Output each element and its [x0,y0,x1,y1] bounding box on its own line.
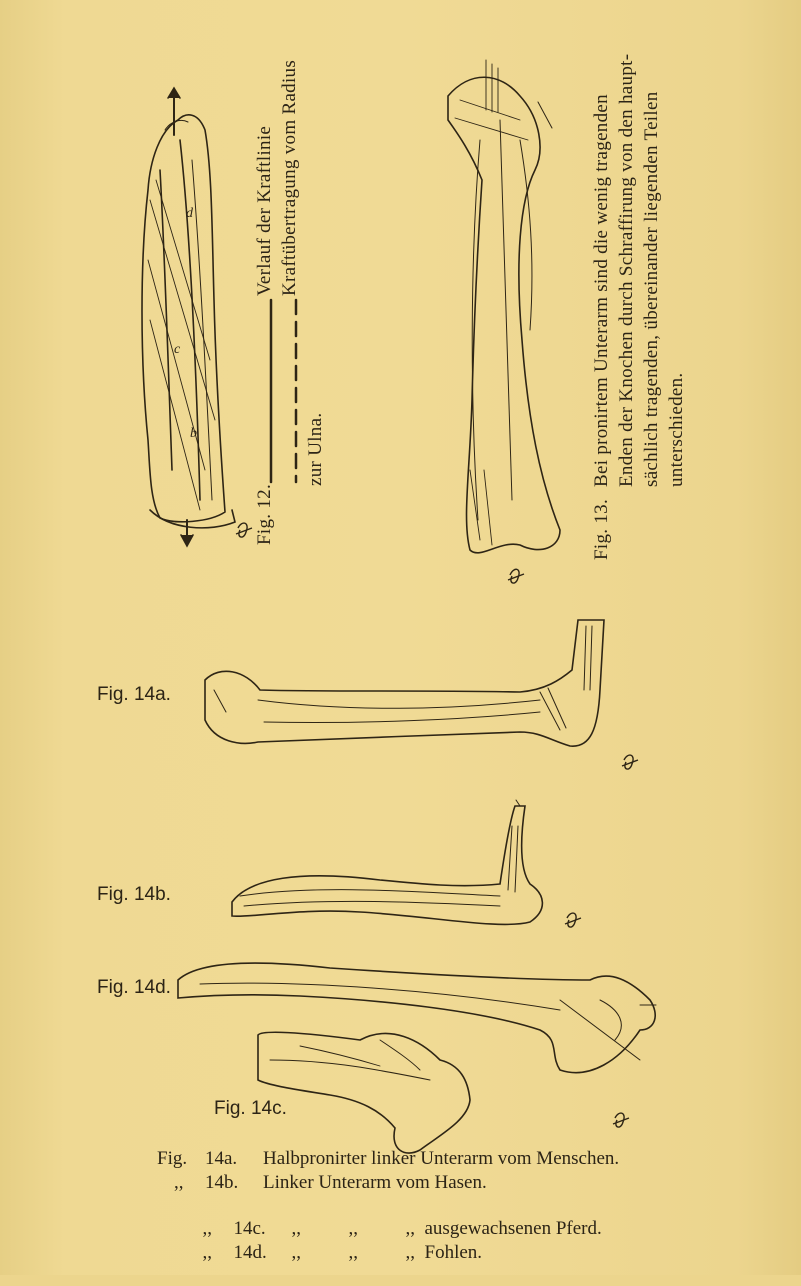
fig14a-forearm-drawing [205,620,604,746]
fig14b-label: Fig. 14b. [97,884,171,905]
fig12-legend-dashed-2: zur Ulna. [305,412,326,486]
fig13-line-4: unterschieden. [666,372,687,487]
fig12-legend-dashed-1: Kraftübertragung vom Radius [279,59,300,296]
caption-text: ,, ,, ,, ausgewachsenen Pferd. [291,1218,602,1239]
fig14d-label: Fig. 14d. [97,977,171,998]
caption-text: Halbpronirter linker Unterarm vom Menschen. [263,1148,620,1169]
fig14a-label: Fig. 14a. [97,684,171,705]
caption-text: Linker Unterarm vom Hasen. [263,1172,487,1193]
artist-signature-marks [236,523,638,1127]
fig13-label: Fig. 13. [591,499,612,560]
caption-figure-number: 14c. [233,1218,266,1239]
caption-row-14a [157,1148,619,1170]
fig14b-forearm-drawing [232,800,542,924]
fig14c-forearm-drawing [258,1032,470,1153]
caption-figure-number: 14d. [233,1242,267,1263]
fig13-forearm-drawing [448,60,560,553]
fig12-mark-c: c [174,342,181,357]
caption-figure-number: 14b. [205,1172,239,1193]
caption-prefix: ,, [174,1172,184,1193]
fig12-label: Fig. 12. [254,484,275,545]
fig12-mark-b: b [190,426,197,441]
caption-row-14b [174,1172,487,1194]
caption-prefix: ,, [202,1218,212,1239]
fig12-mark-d: d [186,206,193,221]
caption-prefix: ,, [202,1242,212,1263]
caption-figure-number: 14a. [205,1148,238,1169]
fig12-forearm-drawing [142,88,235,546]
fig14c-label: Fig. 14c. [214,1098,287,1119]
caption-text: ,, ,, ,, Fohlen. [291,1242,483,1263]
fig13-line-1: Bei pronirtem Unterarm sind die wenig tragenden [591,94,612,487]
fig14d-forearm-drawing [178,963,656,1073]
fig12-legend-solid: Verlauf der Kraftlinie [254,125,275,296]
caption-row-14d [174,1220,482,1286]
fig13-line-3: sächlich tragenden, übereinander liegenden Teilen [641,91,662,487]
fig13-line-2: Enden der Knochen durch Schraffirung von den haupt- [616,53,637,487]
caption-prefix: Fig. [157,1148,188,1169]
